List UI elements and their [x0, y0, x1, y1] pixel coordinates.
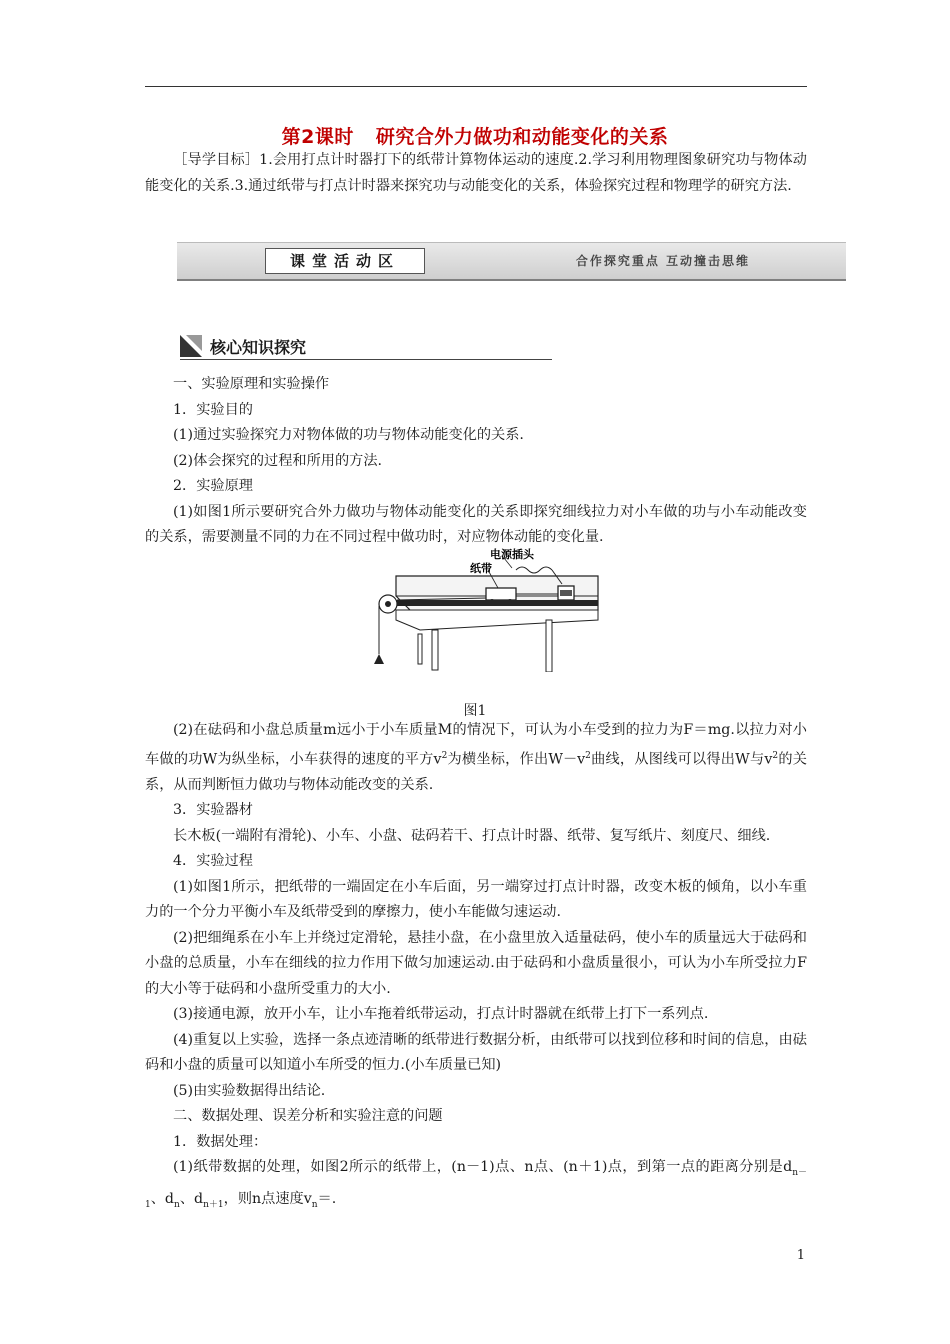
sub-heading-process: 4．实验过程 — [173, 853, 253, 870]
principle-item-2: (2)在砝码和小盘总质量m远小于小车质量M的情况下，可认为小车受到的拉力为F＝mg.以拉力对小车做的功W为纵坐标，小车获得的速度的平方$v^2$为横坐标，作出$W-v^2$曲线，从图线可以得出W与$v^2$的关系，从而判断恒力做功与物体动能改变的关系. — [145, 722, 807, 793]
figure-1-apparatus — [366, 548, 606, 672]
heading-1: 一、实验原理和实验操作 — [173, 376, 330, 392]
section-banner — [177, 242, 846, 281]
process-step-5: (5)由实验数据得出结论. — [173, 1082, 326, 1099]
learning-goals: ［导学目标］1.会用打点计时器打下的纸带计算物体运动的速度.2.学习利用物理图象研究功与物体动能变化的关系.3.通过纸带与打点计时器来探究功与动能变化的关系，体验探究过程和物理学的研究方法. — [145, 152, 807, 194]
process-step-2: (2)把细绳系在小车上并绕过定滑轮，悬挂小盘，在小盘里放入适量砝码，使小车的质量远大于砝码和小盘的总质量，小车在细线的拉力作用下做匀加速运动.由于砝码和小盘质量很小，可认为小车所受拉力F的大小等于砝码和小盘所受重力的大小. — [145, 929, 807, 997]
purpose-item-2: (2)体会探究的过程和所用的方法. — [173, 452, 383, 469]
figure-label-tape: 纸带 — [470, 562, 492, 575]
process-step-4: (4)重复以上实验，选择一条点迹清晰的纸带进行数据分析，由纸带可以找到位移和时间的信息，由砝码和小盘的质量可以知道小车所受的恒力.(小车质量已知) — [145, 1031, 807, 1074]
heading-2: 二、数据处理、误差分析和实验注意的问题 — [173, 1108, 443, 1125]
equipment-list: 长木板(一端附有滑轮)、小车、小盘、砝码若干、打点计时器、纸带、复写纸片、刻度尺、细线. — [173, 827, 771, 844]
process-step-3: (3)接通电源，放开小车，让小车拖着纸带运动，打点计时器就在纸带上打下一系列点. — [173, 1006, 709, 1023]
lesson-number: 第2课时 — [281, 126, 354, 148]
data-item-1: (1)纸带数据的处理，如图2所示的纸带上，(n－1)点、n点、(n＋1)点，到第一点的距离分别是$d_{n-1}$、$d_n$、$d_{n+1}$，则n点速度$v_n=$. — [145, 1159, 807, 1210]
corner-triangle-icon — [180, 335, 202, 357]
banner-slogan: 合作探究重点 互动撞击思维 — [575, 254, 750, 268]
sub-heading-equipment: 3．实验器材 — [173, 802, 253, 819]
sub-heading-data: 1．数据处理： — [173, 1133, 268, 1150]
intro-paragraph — [145, 148, 807, 199]
block-procedure — [145, 718, 807, 1218]
sub-heading-principle: 2．实验原理 — [173, 478, 253, 494]
purpose-item-1: (1)通过实验探究力对物体做的功与物体动能变化的关系. — [173, 427, 524, 443]
banner-tab: 课堂活动区 — [265, 248, 425, 274]
header-rule — [145, 86, 807, 87]
section-heading — [180, 333, 552, 360]
sub-heading-purpose: 1．实验目的 — [173, 401, 253, 418]
principle-item-1: (1)如图1所示要研究合外力做功与物体动能变化的关系即探究细线拉力对小车做的功与小车动能改变的关系，需要测量不同的力在不同过程中做功时，对应物体动能的变化量. — [145, 503, 807, 545]
page-number: 1 — [796, 1248, 805, 1263]
figure-caption: 图1 — [463, 703, 487, 719]
process-step-1: (1)如图1所示，把纸带的一端固定在小车后面，另一端穿过打点计时器，改变木板的倾角，以小车重力的一个分力平衡小车及纸带受到的摩擦力，使小车能做匀速运动. — [145, 878, 807, 921]
figure-label-plug: 电源插头 — [490, 548, 534, 561]
section-title: 核心知识探究 — [210, 338, 307, 357]
page-title — [0, 122, 950, 149]
lesson-title: 研究合外力做功和动能变化的关系 — [375, 126, 669, 148]
block-principle — [145, 372, 807, 551]
